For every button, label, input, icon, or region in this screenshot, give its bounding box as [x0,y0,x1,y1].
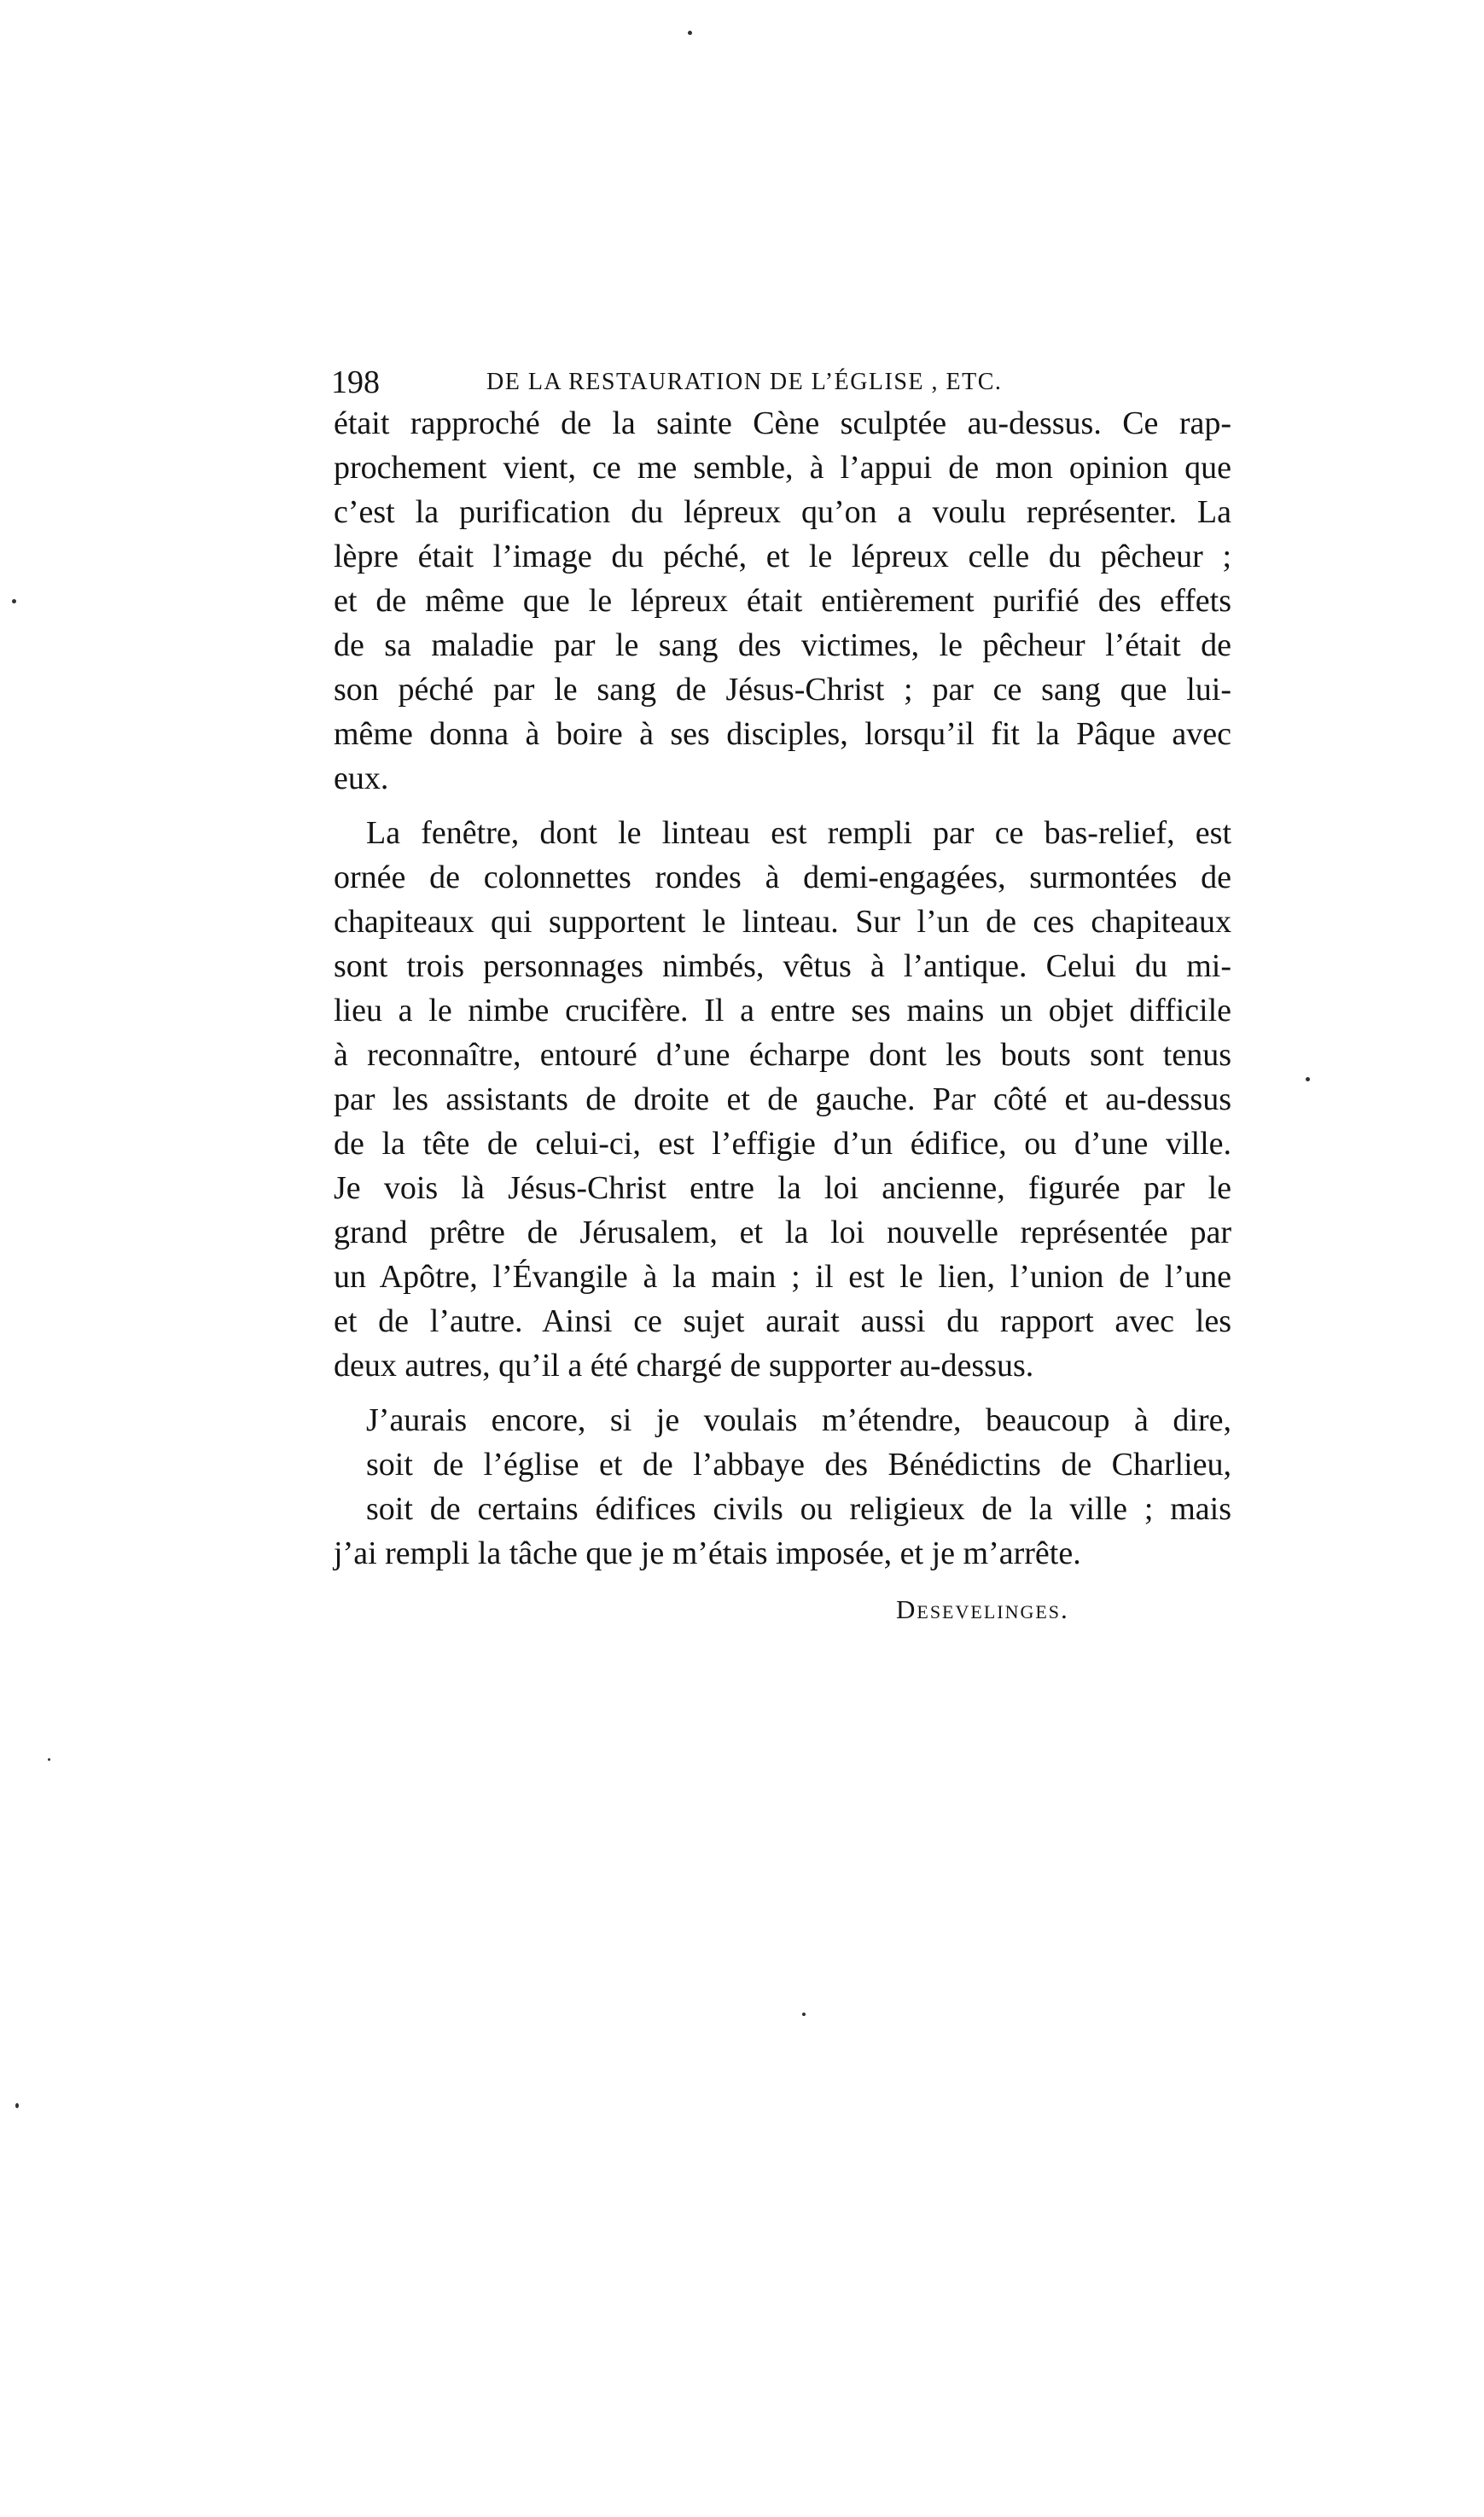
text-line: c’est la purification du lépreux qu’on a voulu représenter. La [334,494,1231,530]
text-line: soit de l’église et de l’abbaye des Bénédictins de Charlieu, [366,1447,1231,1483]
text-line: J’aurais encore, si je voulais m’étendre, beaucoup à dire, [366,1402,1231,1438]
text-line: et de même que le lépreux était entièrement purifié des effets [334,583,1231,619]
text-line: lèpre était l’image du péché, et le lépreux celle du pêcheur ; [334,539,1231,574]
author-signature: Desevelinges. [896,1594,1069,1624]
page-number: 198 [331,364,380,400]
scan-speck [802,2013,806,2016]
scan-speck [688,31,692,35]
text-line: chapiteaux qui supportent le linteau. Sur l’un de ces chapiteaux [334,904,1231,940]
text-line: et de l’autre. Ainsi ce sujet aurait aussi du rapport avec les [334,1303,1231,1339]
text-line: un Apôtre, l’Évangile à la main ; il est le lien, l’union de l’une [334,1259,1231,1295]
paragraph [334,1398,1231,1576]
text-line: son péché par le sang de Jésus-Christ ; par ce sang que lui- [334,672,1231,708]
body-text [334,401,1231,1576]
text-line: grand prêtre de Jérusalem, et la loi nouvelle représentée par [334,1215,1231,1250]
text-line: était rapproché de la sainte Cène sculptée au-dessus. Ce rap- [334,405,1231,441]
text-line: prochement vient, ce me semble, à l’appui de mon opinion que [334,450,1231,486]
text-line: soit de certains édifices civils ou religieux de la ville ; mais [366,1491,1231,1527]
text-line: lieu a le nimbe crucifère. Il a entre ses mains un objet difficile [334,993,1231,1028]
text-line: ornée de colonnettes rondes à demi-engagées, surmontées de [334,859,1231,895]
paragraph-spacer [334,1388,1231,1398]
text-line: de la tête de celui-ci, est l’effigie d’un édifice, ou d’une ville. [334,1126,1231,1162]
running-title: DE LA RESTAURATION DE L’ÉGLISE , ETC. [486,369,1003,395]
scan-speck [15,2103,19,2108]
text-line: La fenêtre, dont le linteau est rempli par ce bas-relief, est [366,815,1231,851]
paragraph [334,811,1231,1388]
scan-speck [1306,1077,1310,1081]
text-line: de sa maladie par le sang des victimes, le pêcheur l’était de [334,627,1231,663]
text-line: deux autres, qu’il a été chargé de supporter au-dessus. [334,1348,1034,1384]
page-header [331,358,1227,406]
text-line: à reconnaître, entouré d’une écharpe dont les bouts sont tenus [334,1037,1231,1073]
paragraph [334,401,1231,801]
text-line: Je vois là Jésus-Christ entre la loi ancienne, figurée par le [334,1170,1231,1206]
text-line: même donna à boire à ses disciples, lorsqu’il fit la Pâque avec [334,716,1231,752]
text-line: j’ai rempli la tâche que je m’étais imposée, et je m’arrête. [334,1535,1081,1571]
scan-speck [12,599,16,603]
text-line: sont trois personnages nimbés, vêtus à l’antique. Celui du mi- [334,948,1231,984]
scan-speck [48,1758,50,1761]
text-line: eux. [334,760,389,796]
text-line: par les assistants de droite et de gauche. Par côté et au-dessus [334,1081,1231,1117]
paragraph-spacer [334,801,1231,811]
